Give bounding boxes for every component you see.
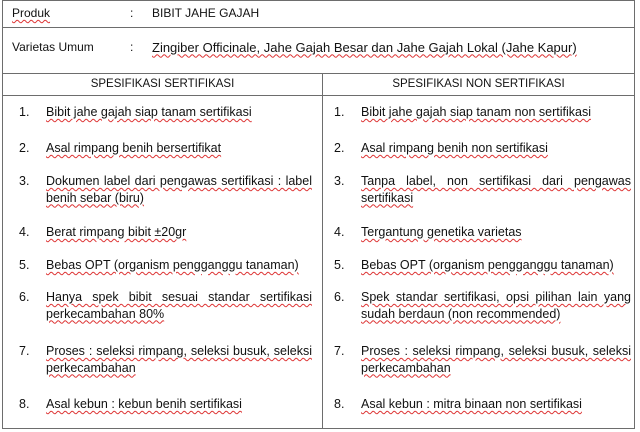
- item-number: 6.: [19, 290, 30, 304]
- item-text: Berat rimpang bibit ±20gr: [46, 225, 187, 239]
- item-text: Asal kebun : mitra binaan non sertifikasi: [361, 397, 582, 411]
- item-number: 1.: [334, 105, 345, 119]
- varietas-label: Varietas Umum: [12, 40, 94, 54]
- item-number: 2.: [334, 141, 345, 155]
- column-header-sertifikasi: SPESIFIKASI SERTIFIKASI: [90, 78, 235, 90]
- column-divider: [322, 73, 323, 429]
- item-number: 4.: [334, 225, 345, 239]
- item-number: 7.: [334, 344, 345, 358]
- item-text: Bebas OPT (organism pengganggu tanaman): [46, 258, 299, 272]
- item-number: 8.: [334, 397, 345, 411]
- item-text: Bibit jahe gajah siap tanam sertifikasi: [46, 105, 252, 119]
- produk-label: Produk: [12, 6, 51, 20]
- item-text: Hanya spek bibit sesuai standar sertifikasi perkecambahan 80%: [46, 290, 312, 321]
- item-number: 6.: [334, 290, 345, 304]
- varietas-row: [12, 35, 577, 59]
- item-number: 3.: [19, 174, 30, 188]
- item-text: Proses : seleksi rimpang, seleksi busuk, seleksi perkecambahan: [46, 344, 312, 375]
- row-divider: [2, 27, 635, 28]
- item-number: 5.: [334, 258, 345, 272]
- item-number: 7.: [19, 344, 30, 358]
- item-text: Tergantung genetika varietas: [361, 225, 522, 239]
- item-number: 1.: [19, 105, 30, 119]
- item-text: Spek standar sertifikasi, opsi pilihan lain yang sudah berdaun (non recommended): [361, 290, 631, 321]
- item-text: Asal rimpang benih non sertifikasi: [361, 141, 548, 155]
- row-divider: [2, 95, 635, 96]
- item-text: Bibit jahe gajah siap tanam non sertifikasi: [361, 105, 591, 119]
- item-number: 8.: [19, 397, 30, 411]
- item-text: Asal kebun : kebun benih sertifikasi: [46, 397, 242, 411]
- produk-value: BIBIT JAHE GAJAH: [152, 6, 260, 20]
- varietas-value: Zingiber Officinale, Jahe Gajah Besar dan Jahe Gajah Lokal (Jahe Kapur): [152, 39, 577, 55]
- item-number: 2.: [19, 141, 30, 155]
- item-text: Tanpa label, non sertifikasi dari pengawas sertifikasi: [361, 174, 631, 205]
- item-number: 4.: [19, 225, 30, 239]
- item-number: 3.: [334, 174, 345, 188]
- produk-row: [12, 1, 259, 25]
- item-number: 5.: [19, 258, 30, 272]
- item-text: Bebas OPT (organism pengganggu tanaman): [361, 258, 614, 272]
- column-header-non-sertifikasi: SPESIFIKASI NON SERTIFIKASI: [392, 78, 565, 90]
- item-text: Dokumen label dari pengawas sertifikasi : label benih sebar (biru): [46, 174, 312, 205]
- produk-colon: :: [130, 6, 134, 20]
- item-text: Asal rimpang benih bersertifikat: [46, 141, 222, 155]
- item-text: Proses : seleksi rimpang, seleksi busuk, seleksi perkecambahan: [361, 344, 631, 375]
- varietas-colon: :: [130, 40, 134, 54]
